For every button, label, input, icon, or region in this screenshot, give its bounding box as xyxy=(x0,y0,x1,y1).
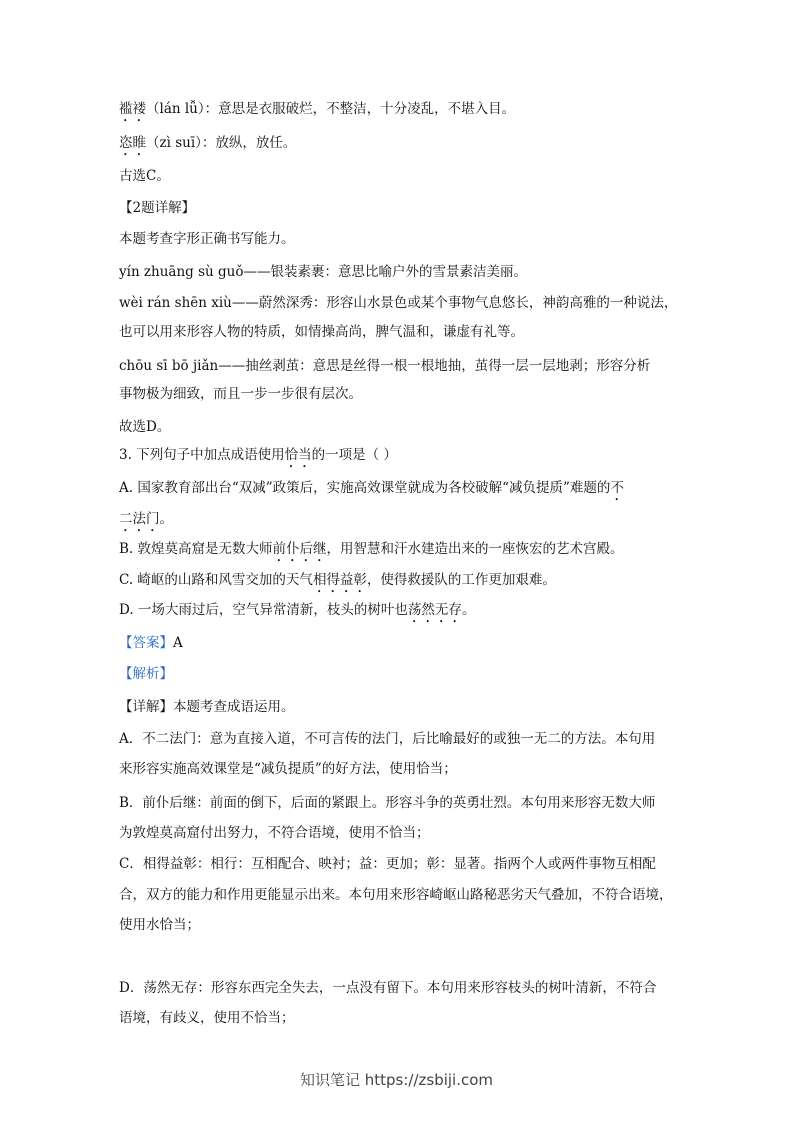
text-line: 恣睢（zì suī）：放纵，放任。 xyxy=(119,135,297,151)
text-line: 本题考查字形正确书写能力。 xyxy=(119,231,295,247)
text-line: 也可以用来形容人物的特质，如情操高尚，脾气温和，谦虚有礼等。 xyxy=(119,324,524,340)
analysis-label: 【解析】 xyxy=(119,666,173,682)
text-line: yín zhuāng sù guǒ——银装素裹：意思比喻户外的雪景素洁美丽。 xyxy=(119,264,527,280)
text-line: 为敦煌莫高窟付出努力，不符合语境，使用不恰当； xyxy=(119,825,430,841)
text-line: A．不二法门：意为直接入道，不可言传的法门，后比喻最好的或独一无二的方法。本句用 xyxy=(119,731,656,747)
footer-watermark: 知识笔记 https://zsbiji.com xyxy=(299,1071,494,1089)
dotted-word: 二法门 xyxy=(119,511,160,527)
text-line: 合，双方的能力和作用更能显示出来。本句用来形容崎岖山路秘恶劣天气叠加，不符合语境， xyxy=(119,887,673,903)
text-line: C．相得益彰：相行：互相配合、映衬；益：更加；彰：显著。指两个人或两件事物互相配 xyxy=(119,856,656,872)
text-line: D．荡然无存：形容东西完全失去，一点没有留下。本句用来形容枝头的树叶清新，不符合 xyxy=(119,980,657,996)
option-d: D. 一场大雨过后，空气异常清新，枝头的树叶也荡然无存。 xyxy=(119,602,476,618)
text-line: 来形容实施高效课堂是“减负提质”的好方法，使用恰当； xyxy=(119,761,457,777)
option-a-cont: 二法门。 xyxy=(119,511,173,527)
dotted-word: 恣睢 xyxy=(119,135,146,151)
text-line: 故选D。 xyxy=(119,419,171,435)
text-line: wèi rán shēn xiù——蔚然深秀：形容山水景色或某个事物气息悠长，神韵高雅的一种说法， xyxy=(119,295,678,311)
section-heading: 【2题详解】 xyxy=(119,200,196,216)
text-line: B．前仆后继：前面的倒下，后面的紧跟上。形容斗争的英勇壮烈。本句用来形容无数大师 xyxy=(119,795,656,811)
dotted-word: 不 xyxy=(610,480,624,496)
text-line: 语境，有歧义，使用不恰当； xyxy=(119,1010,295,1026)
text-line: 使用水恰当； xyxy=(119,917,200,933)
dotted-word: 褴褛 xyxy=(119,101,146,117)
dotted-word: 前仆后继 xyxy=(272,541,327,557)
dotted-word: 荡然无存 xyxy=(407,602,462,618)
text-line: 事物极为细致，而且一步一步很有层次。 xyxy=(119,386,362,402)
text-line: 【详解】本题考查成语运用。 xyxy=(119,699,295,715)
option-b: B. 敦煌莫高窟是无数大师前仆后继，用智慧和汗水建造出来的一座恢宏的艺术宫殿。 xyxy=(119,541,624,557)
option-a: A. 国家教育部出台“双减”政策后，实施高效课堂就成为各校破解“减负提质”难题的不 xyxy=(119,480,624,496)
option-c: C. 崎岖的山路和风雪交加的天气相得益彰，使得救援队的工作更加艰难。 xyxy=(119,572,556,588)
text-line: chōu sī bō jiǎn——抽丝剥茧：意思是丝得一根一根地抽，茧得一层一层地剥；形容分析 xyxy=(119,358,651,374)
text-line: 古选C。 xyxy=(119,168,170,184)
dotted-word: 相得益彰 xyxy=(312,572,367,588)
answer-line: 【答案】A xyxy=(119,635,183,651)
dotted-word: 恰当 xyxy=(284,447,312,463)
answer-label: 【答案】 xyxy=(119,635,173,651)
text-line: 褴褛（lán lǚ）：意思是衣服破烂，不整洁，十分凌乱，不堪入目。 xyxy=(119,101,516,117)
question-stem: 3. 下列句子中加点成语使用恰当的一项是（ ） xyxy=(119,447,397,463)
